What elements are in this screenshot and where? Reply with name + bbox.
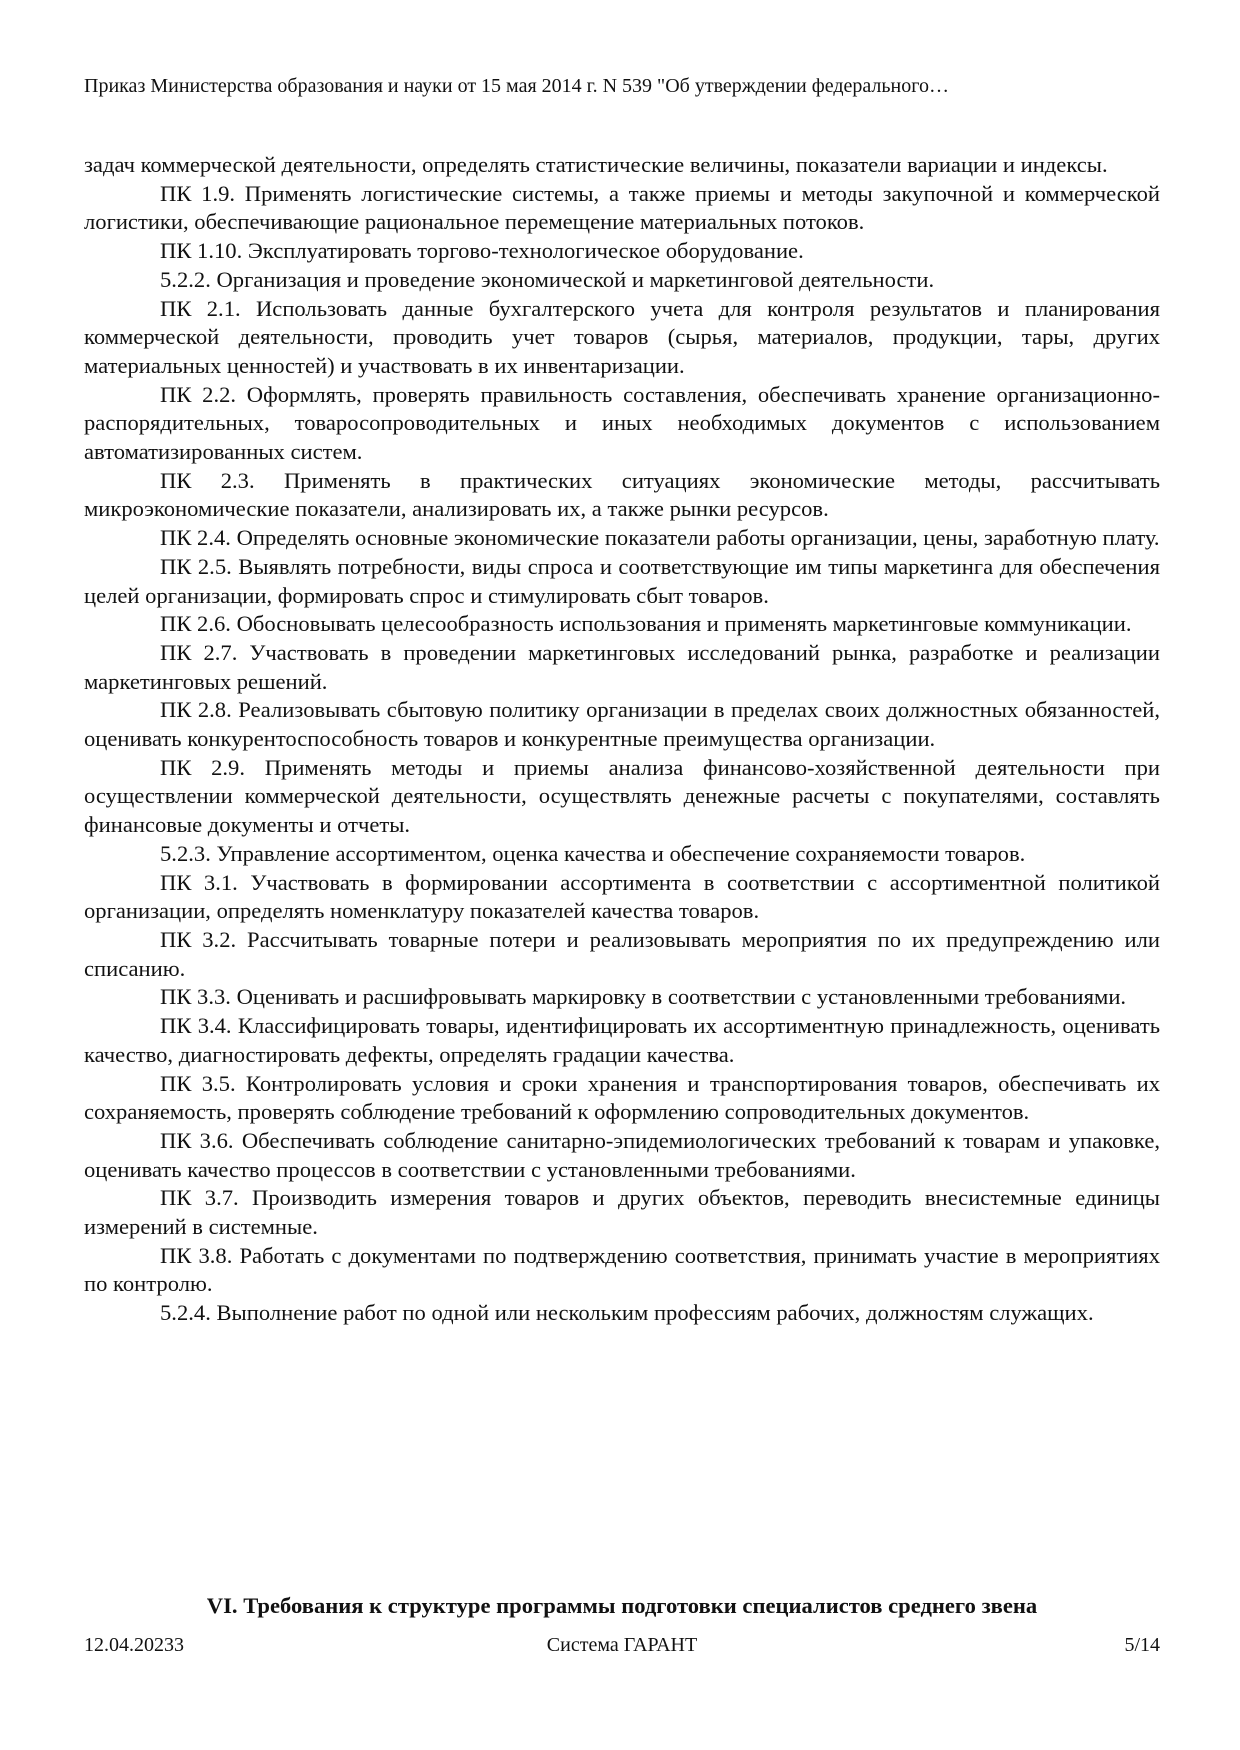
paragraph: ПК 3.7. Производить измерения товаров и других объектов, переводить внесистемные единицы измерений в системные. [84, 1185, 1160, 1240]
paragraph: ПК 2.3. Применять в практических ситуациях экономические методы, рассчитывать микроэкономические показатели, анализировать их, а также рынки ресурсов. [84, 467, 1160, 522]
paragraph: ПК 3.1. Участвовать в формировании ассортимента в соответствии с ассортиментной политикой организации, определять номенклатуру показателей качества товаров. [84, 869, 1160, 924]
section-heading: VI. Требования к структуре программы подготовки специалистов среднего звена [206, 1593, 1038, 1618]
paragraph: 5.2.2. Организация и проведение экономической и маркетинговой деятельности. [160, 266, 935, 292]
page-header: Приказ Министерства образования и науки от 15 мая 2014 г. N 539 "Об утверждении федерального… [84, 75, 949, 97]
paragraph: ПК 1.10. Эксплуатировать торгово-технологическое оборудование. [160, 238, 804, 264]
footer-date: 12.04.20233 [84, 1634, 184, 1656]
paragraph: ПК 2.8. Реализовывать сбытовую политику организации в пределах своих должностных обязанностей, оценивать конкурентоспособность товаров и конкурентные преимущества организации. [84, 697, 1160, 752]
paragraph: ПК 3.2. Рассчитывать товарные потери и реализовывать мероприятия по их предупреждению или списанию. [84, 926, 1160, 981]
paragraph: 5.2.4. Выполнение работ по одной или нескольким профессиям рабочих, должностям служащих. [160, 1300, 1094, 1326]
paragraph: ПК 3.6. Обеспечивать соблюдение санитарно-эпидемиологических требований к товарам и упаковке, оценивать качество процессов в соответствии с установленными требованиями. [84, 1127, 1160, 1182]
paragraph: ПК 2.1. Использовать данные бухгалтерского учета для контроля результатов и планирования коммерческой деятельности, проводить учет товаров (сырья, материалов, продукции, тары, других материальных ценностей) и участвовать в их инвентаризации. [84, 295, 1160, 378]
paragraph: ПК 3.3. Оценивать и расшифровывать маркировку в соответствии с установленными требованиями. [160, 984, 1127, 1010]
paragraph: ПК 2.4. Определять основные экономические показатели работы организации, цены, заработную плату. [160, 525, 1160, 551]
paragraph: ПК 3.8. Работать с документами по подтверждению соответствия, принимать участие в мероприятиях по контролю. [84, 1242, 1160, 1297]
paragraph: ПК 3.4. Классифицировать товары, идентифицировать их ассортиментную принадлежность, оценивать качество, диагностировать дефекты, определять градации качества. [84, 1013, 1160, 1067]
page-footer [84, 1633, 1160, 1659]
paragraph: ПК 2.6. Обосновывать целесообразность использования и применять маркетинговые коммуникации. [160, 611, 1132, 637]
paragraph: 5.2.3. Управление ассортиментом, оценка качества и обеспечение сохраняемости товаров. [160, 840, 1026, 866]
page-number: 5/14 [1124, 1634, 1160, 1656]
document-body [84, 151, 1160, 1328]
paragraph: ПК 1.9. Применять логистические системы, а также приемы и методы закупочной и коммерческой логистики, обеспечивающие рациональное перемещение материальных потоков. [84, 180, 1160, 235]
paragraph: ПК 2.2. Оформлять, проверять правильность составления, обеспечивать хранение организационно-распорядительных, товаросопроводительных и иных необходимых документов с использованием автоматизированных систем. [84, 381, 1160, 465]
paragraph: ПК 2.7. Участвовать в проведении маркетинговых исследований рынка, разработке и реализации маркетинговых решений. [84, 639, 1160, 694]
paragraph: ПК 3.5. Контролировать условия и сроки хранения и транспортирования товаров, обеспечивать их сохраняемость, проверять соблюдение требований к оформлению сопроводительных документов. [84, 1070, 1160, 1125]
paragraph: задач коммерческой деятельности, определять статистические величины, показатели вариации и индексы. [84, 152, 1108, 177]
paragraph: ПК 2.5. Выявлять потребности, виды спроса и соответствующие им типы маркетинга для обеспечения целей организации, формировать спрос и стимулировать сбыт товаров. [84, 553, 1160, 608]
paragraph: ПК 2.9. Применять методы и приемы анализа финансово-хозяйственной деятельности при осуществлении коммерческой деятельности, осуществлять денежные расчеты с покупателями, составлять финансовые документы и отчеты. [84, 754, 1160, 838]
footer-system-name: Система ГАРАНТ [546, 1634, 698, 1656]
